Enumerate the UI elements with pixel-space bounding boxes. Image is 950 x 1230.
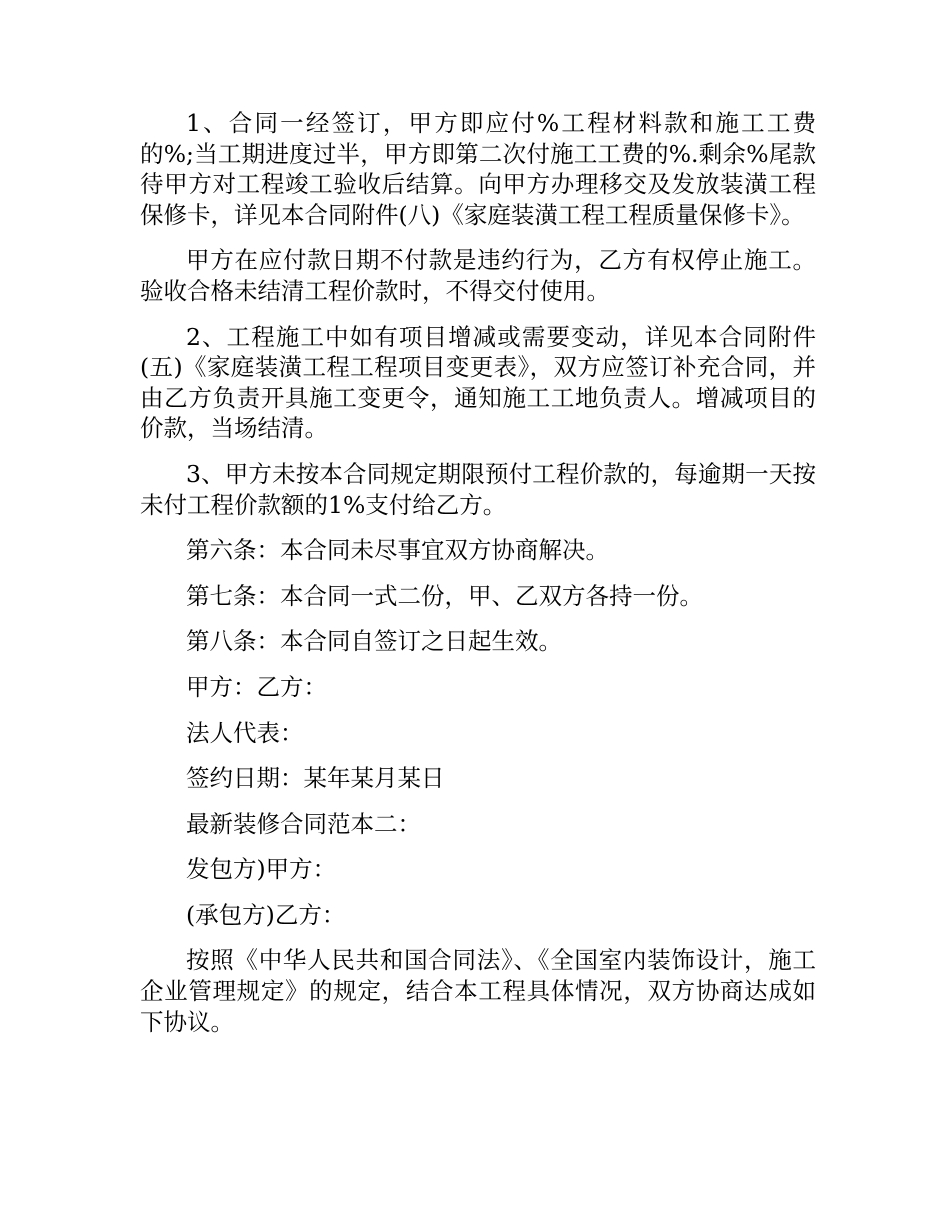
paragraph-legal-basis: 按照《中华人民共和国合同法》、《全国室内装饰设计，施工企业管理规定》的规定，结合本工程具体情况，双方协商达成如下协议。 bbox=[140, 946, 816, 1036]
paragraph-payment-terms: 1、合同一经签订，甲方即应付%工程材料款和施工工费的%;当工期进度过半，甲方即第二次付施工工费的%.剩余%尾款待甲方对工程竣工验收后结算。向甲方办理移交及发放装潢工程保修卡，详见本合同附件(八)《家庭装潢工程工程质量保修卡》。 bbox=[140, 109, 816, 229]
paragraph-project-changes: 2、工程施工中如有项目增减或需要变动，详见本合同附件(五)《家庭装潢工程工程项目变更表》，双方应签订补充合同，并由乙方负责开具施工变更令，通知施工工地负责人。增减项目的价款，当场结清。 bbox=[140, 322, 816, 443]
paragraph-article-seven: 第七条：本合同一式二份，甲、乙双方各持一份。 bbox=[186, 581, 703, 610]
signature-date: 签约日期：某年某月某日 bbox=[186, 764, 445, 793]
signature-legal-rep: 法人代表： bbox=[186, 718, 304, 747]
paragraph-late-payment: 甲方在应付款日期不付款是违约行为，乙方有权停止施工。验收合格未结清工程价款时，不得交付使用。 bbox=[140, 246, 816, 305]
party-b-label: (承包方)乙方： bbox=[186, 900, 346, 929]
party-a-label: 发包方)甲方： bbox=[186, 855, 337, 884]
document-body bbox=[140, 108, 816, 1052]
paragraph-article-six: 第六条：本合同未尽事宜双方协商解决。 bbox=[186, 536, 609, 565]
signature-parties: 甲方：乙方： bbox=[186, 672, 327, 701]
paragraph-article-eight: 第八条：本合同自签订之日起生效。 bbox=[186, 627, 562, 656]
paragraph-overdue-penalty: 3、甲方未按本合同规定期限预付工程价款的，每逾期一天按未付工程价款额的1%支付给乙方。 bbox=[140, 459, 816, 519]
section-heading-template-two: 最新装修合同范本二： bbox=[186, 809, 421, 838]
